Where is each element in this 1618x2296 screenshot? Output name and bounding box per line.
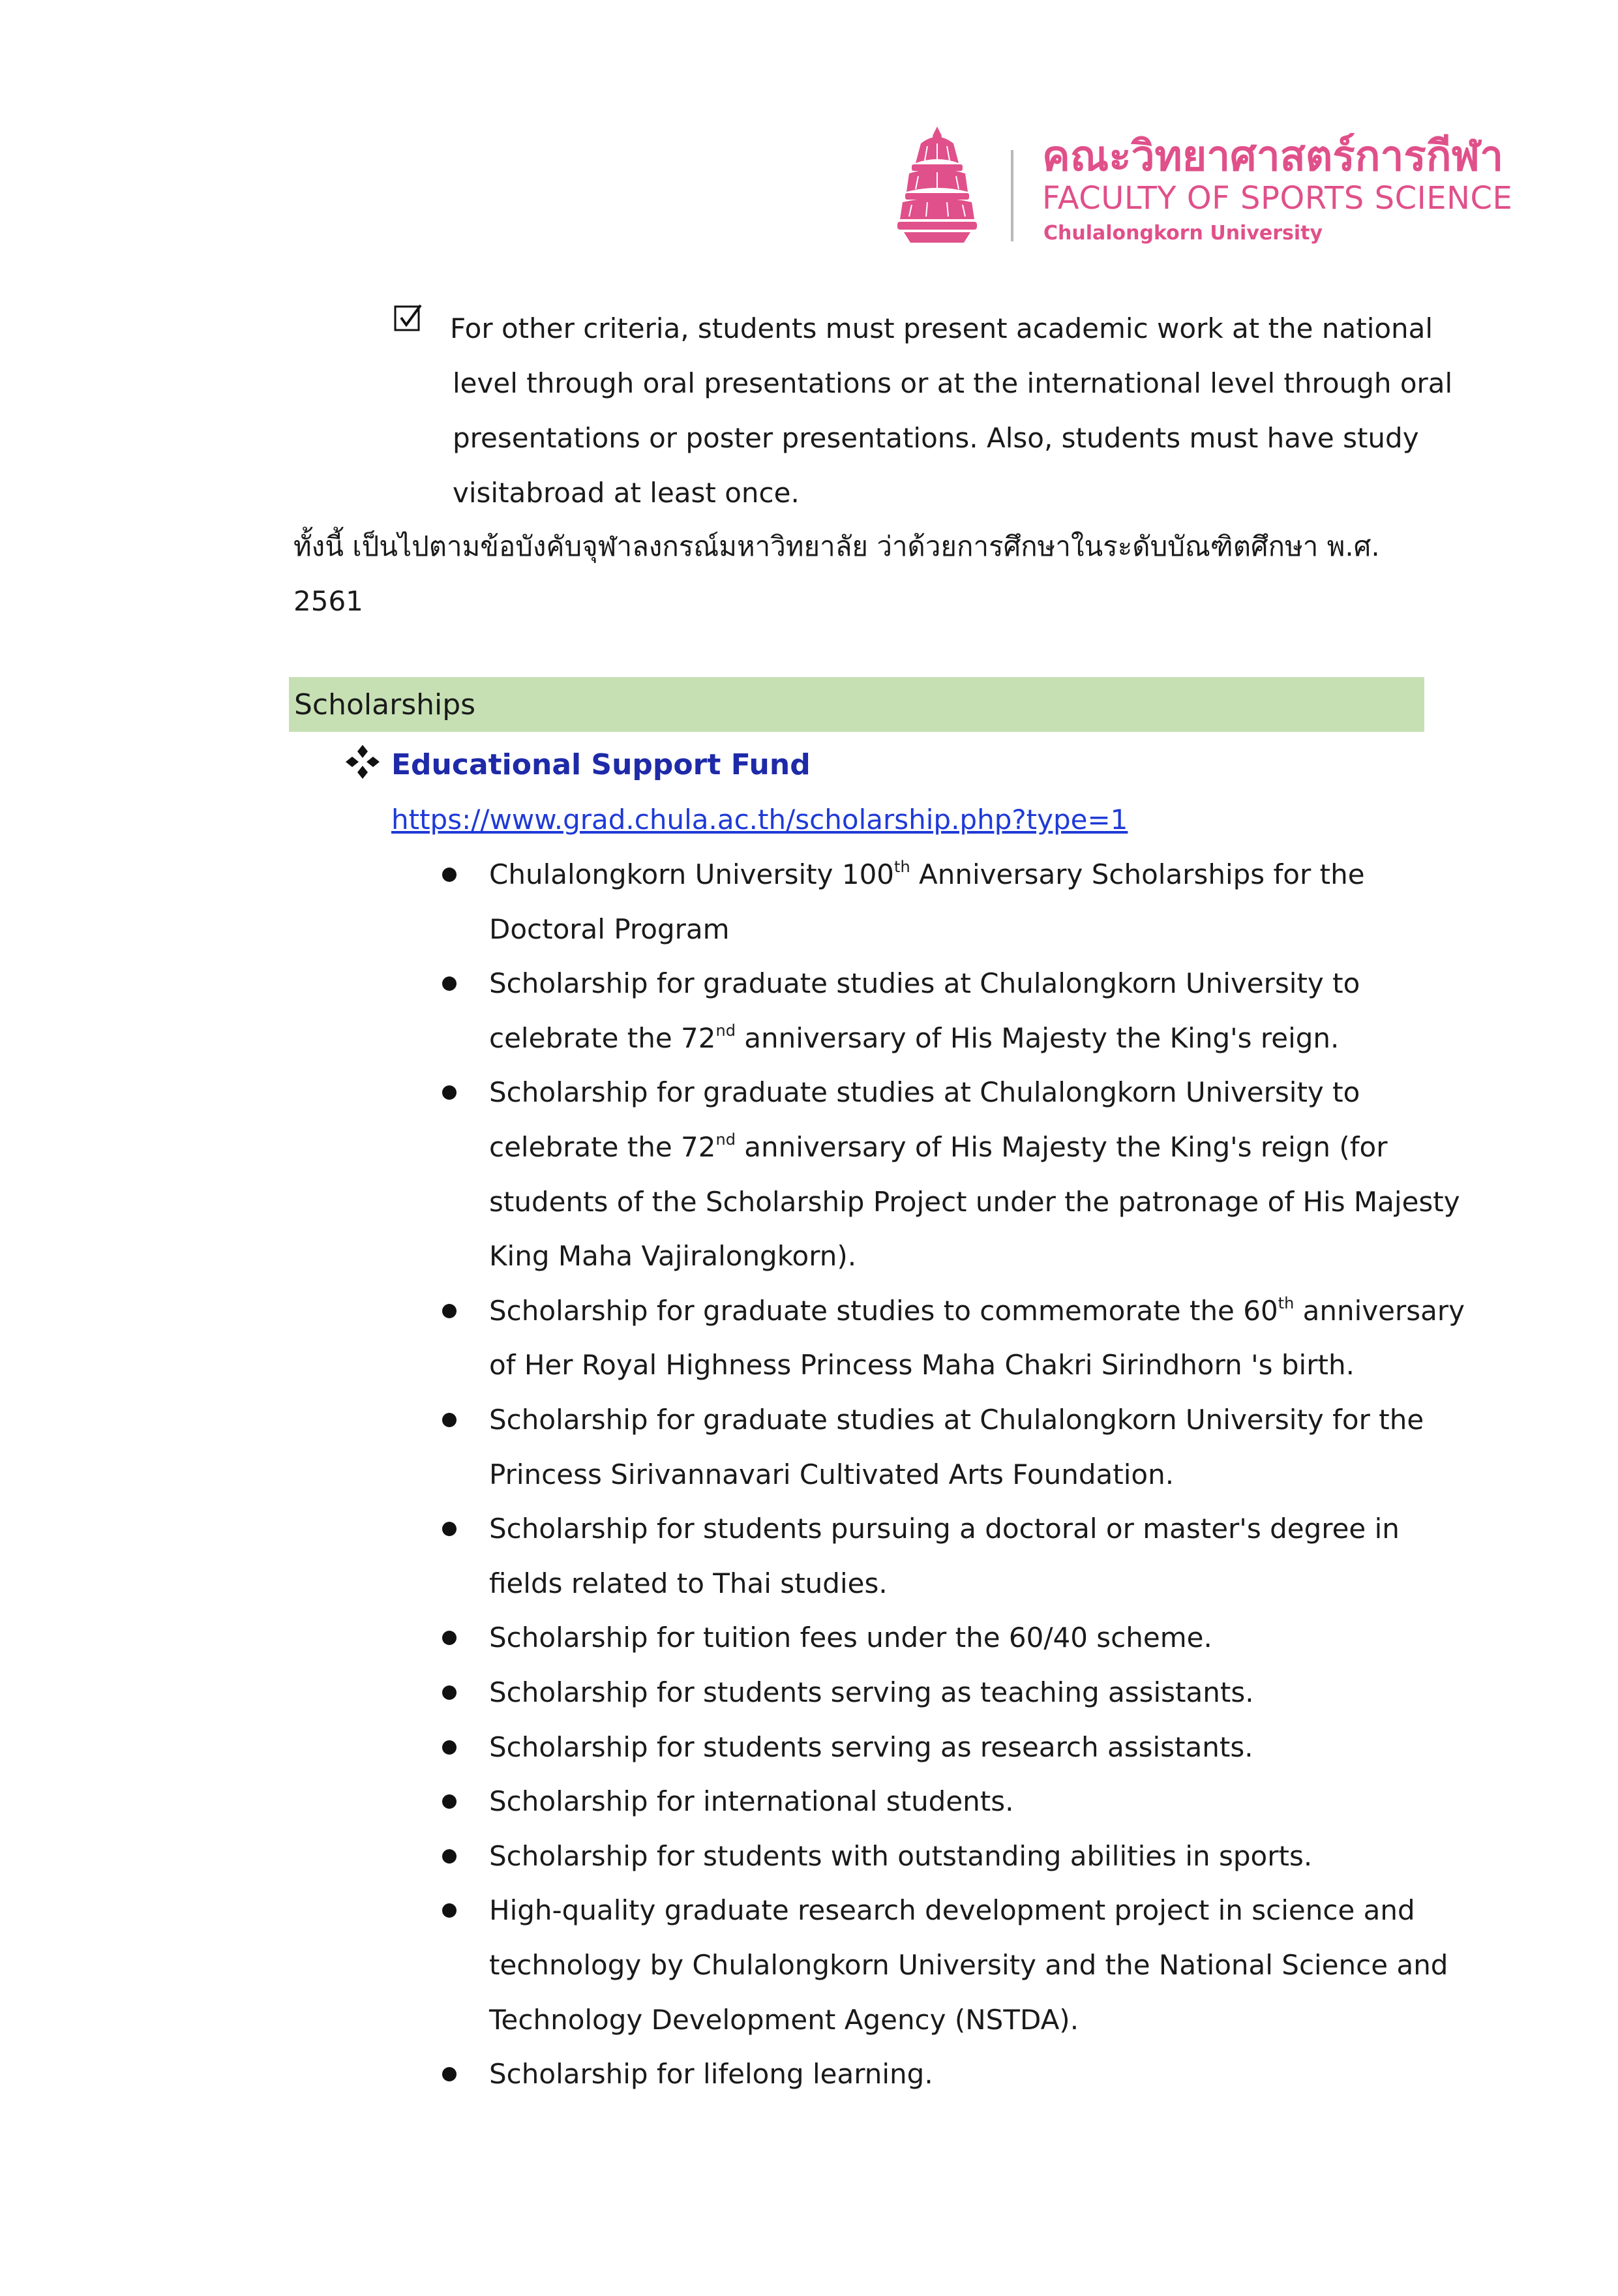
bullet-icon (442, 1849, 457, 1864)
scholarship-item-text: Doctoral Program (489, 913, 730, 945)
bullet-icon (442, 1740, 457, 1755)
scholarship-item-line (489, 1556, 888, 1611)
scholarship-item-text: celebrate the 72 (489, 1021, 716, 1054)
scholarship-item-line (489, 1229, 856, 1284)
scholarship-item-text: Technology Development Agency (NSTDA). (489, 2003, 1079, 2036)
scholarship-item-text: King Maha Vajiralongkorn). (489, 1240, 857, 1273)
criteria-paragraph (450, 301, 1452, 521)
scholarship-item-line (489, 1447, 1174, 1502)
ordinal-suffix: nd (715, 1130, 736, 1149)
bullet-icon (442, 1522, 457, 1536)
scholarship-item-line (489, 1774, 1014, 1829)
bullet-icon (442, 1631, 457, 1645)
scholarship-item-text: Scholarship for international students. (489, 1785, 1014, 1818)
chula-phra-kiao-emblem-icon (895, 124, 980, 248)
bullet-icon (442, 1304, 457, 1318)
faculty-logo (895, 124, 1514, 248)
bullet-icon (442, 1413, 457, 1427)
bullet-icon (442, 2067, 457, 2081)
scholarship-item-text: Scholarship for students serving as research assistants. (489, 1730, 1253, 1763)
scholarship-item-text: fields related to Thai studies. (489, 1567, 888, 1599)
scholarship-item-line (489, 1284, 1465, 1338)
scholarship-item-line (489, 1338, 1355, 1393)
scholarship-item-text: Scholarship for graduate studies at Chulalongkorn University to (489, 967, 1360, 1000)
ordinal-suffix: th (1278, 1293, 1295, 1312)
ordinal-suffix: th (894, 858, 910, 876)
criteria-line: For other criteria, students must present academic work at the national (450, 312, 1433, 344)
bullet-icon (442, 1903, 457, 1918)
scholarship-item-text: Scholarship for graduate studies to commemorate the 60 (489, 1294, 1278, 1327)
checkbox-checked-icon (393, 303, 423, 333)
scholarship-item-text: celebrate the 72 (489, 1131, 716, 1163)
scholarship-item-text: Scholarship for tuition fees under the 60/40 scheme. (489, 1622, 1212, 1654)
scholarship-item-line (489, 1938, 1448, 1993)
scholarship-item-line (489, 1011, 1339, 1066)
bullet-icon (442, 1794, 457, 1809)
four-diamond-bullet-icon (344, 744, 381, 780)
ordinal-suffix: nd (715, 1021, 736, 1040)
scholarship-item-text: High-quality graduate research development project in science and (489, 1894, 1415, 1927)
scholarship-item-line (489, 1175, 1460, 1230)
scholarship-item-line (489, 1720, 1253, 1775)
scholarship-item-text: Princess Sirivannavari Cultivated Arts Foundation. (489, 1458, 1175, 1490)
bullet-icon (442, 976, 457, 991)
bullet-icon (442, 1685, 457, 1700)
scholarship-item-text: technology by Chulalongkorn University and the National Science and (489, 1949, 1448, 1981)
scholarship-item-line (489, 1829, 1312, 1884)
logo-divider (1011, 150, 1013, 241)
scholarship-item-text: Scholarship for students serving as teaching assistants. (489, 1676, 1254, 1708)
scholarship-item-text: Chulalongkorn University 100 (489, 858, 895, 890)
scholarship-item-text: Scholarship for lifelong learning. (489, 2058, 933, 2091)
logo-thai-name: คณะวิทยาศาสตร์การกีฬา (1042, 132, 1504, 181)
scholarship-item-line (489, 847, 1365, 902)
scholarship-item-line (489, 1993, 1079, 2047)
scholarship-item-text: Scholarship for graduate studies at Chulalongkorn University for the (489, 1404, 1424, 1436)
scholarship-item-text: Scholarship for students pursuing a doctoral or master's degree in (489, 1513, 1400, 1545)
regulation-note-line: ทั้งนี้ เป็นไปตามข้อบังคับจุฬาลงกรณ์มหาวิทยาลัย ว่าด้วยการศึกษาในระดับบัณฑิตศึกษา พ.ศ. (293, 530, 1380, 562)
scholarship-item-text: anniversary (1294, 1294, 1465, 1327)
scholarship-item-line (489, 1610, 1212, 1665)
logo-university-name: Chulalongkorn University (1043, 222, 1323, 245)
scholarship-item-text: Anniversary Scholarships for the (910, 858, 1365, 890)
scholarship-item-line (489, 1883, 1415, 1938)
regulation-note (293, 519, 1380, 629)
scholarship-item-line (489, 2047, 933, 2102)
scholarship-item-line (489, 1502, 1400, 1556)
bullet-icon (442, 868, 457, 882)
scholarships-heading-band (289, 677, 1424, 732)
regulation-note-year: 2561 (293, 585, 363, 617)
fund-title: Educational Support Fund (391, 748, 811, 781)
scholarship-item-text: Scholarship for students with outstanding abilities in sports. (489, 1839, 1313, 1872)
scholarship-item-line (489, 1065, 1360, 1120)
scholarship-item-line (489, 1665, 1254, 1720)
scholarship-item-text: Scholarship for graduate studies at Chulalongkorn University to (489, 1076, 1360, 1109)
scholarship-item-line (489, 1120, 1388, 1175)
scholarship-item-text: anniversary of His Majesty the King's reign. (735, 1021, 1340, 1054)
scholarship-item-line (489, 956, 1360, 1011)
fund-link[interactable]: https://www.grad.chula.ac.th/scholarship.php?type=1 (391, 804, 1128, 836)
scholarship-item-text: anniversary of His Majesty the King's reign (for (735, 1131, 1388, 1163)
criteria-line: level through oral presentations or at the international level through oral (453, 367, 1453, 399)
logo-english-name: FACULTY OF SPORTS SCIENCE (1042, 180, 1513, 217)
scholarship-item-text: students of the Scholarship Project under the patronage of His Majesty (489, 1185, 1460, 1218)
criteria-line: visitabroad at least once. (453, 477, 800, 509)
scholarship-item-line (489, 902, 730, 957)
bullet-icon (442, 1085, 457, 1100)
scholarship-item-line (489, 1393, 1424, 1447)
scholarship-item-text: of Her Royal Highness Princess Maha Chakri Sirindhorn 's birth. (489, 1349, 1355, 1382)
scholarships-heading: Scholarships (294, 688, 476, 721)
criteria-line: presentations or poster presentations. Also, students must have study (453, 422, 1419, 454)
